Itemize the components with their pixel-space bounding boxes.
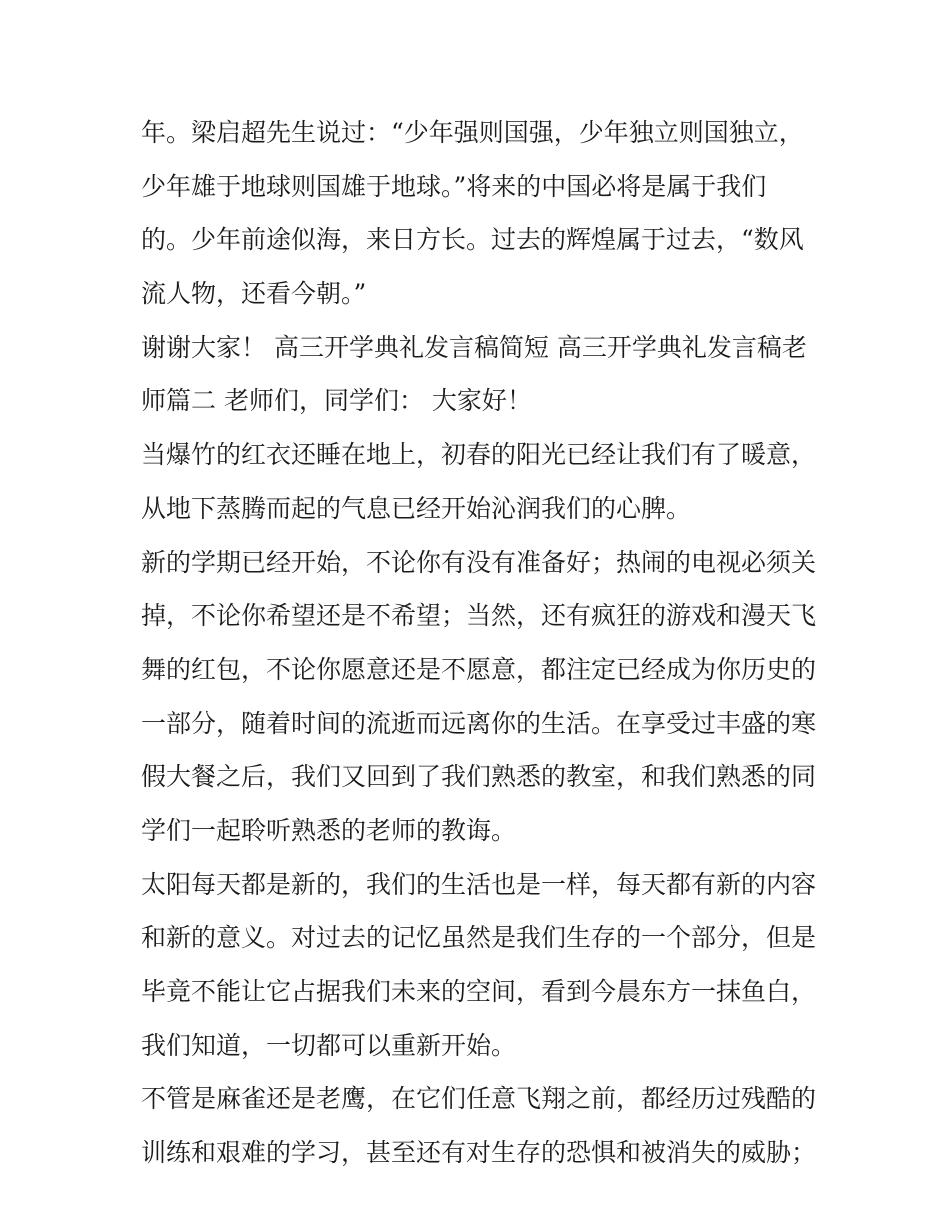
text-line-3: 的。少年前途似海，来日方长。过去的辉煌属于过去，“数风 xyxy=(141,225,804,255)
text-line-11: 舞的红包，不论你愿意还是不愿意，都注定已经成为你历史的 xyxy=(141,654,817,684)
text-line-7: 当爆竹的红衣还睡在地上，初春的阳光已经让我们有了暖意， xyxy=(141,440,817,470)
text-line-9: 新的学期已经开始，不论你有没有准备好；热闹的电视必须关 xyxy=(141,547,817,577)
text-line-6: 师篇二 老师们，同学们： 大家好！ xyxy=(141,386,532,416)
document-text xyxy=(141,106,821,1180)
text-line-14: 学们一起聆听熟悉的老师的教诲。 xyxy=(141,815,517,845)
text-line-2: 少年雄于地球则国雄于地球。”将来的中国必将是属于我们 xyxy=(141,171,767,201)
text-line-5: 谢谢大家！ 高三开学典礼发言稿简短 高三开学典礼发言稿老 xyxy=(141,332,807,362)
text-line-8: 从地下蒸腾而起的气息已经开始沁润我们的心脾。 xyxy=(141,493,692,523)
text-line-13: 假大餐之后，我们又回到了我们熟悉的教室，和我们熟悉的同 xyxy=(141,762,817,792)
text-line-16: 和新的意义。对过去的记忆虽然是我们生存的一个部分，但是 xyxy=(141,923,817,953)
text-line-10: 掉，不论你希望还是不希望；当然，还有疯狂的游戏和漫天飞 xyxy=(141,601,817,631)
text-line-12: 一部分，随着时间的流逝而远离你的生活。在享受过丰盛的寒 xyxy=(141,708,817,738)
text-line-15: 太阳每天都是新的，我们的生活也是一样，每天都有新的内容 xyxy=(141,869,817,899)
text-line-20: 训练和艰难的学习，甚至还有对生存的恐惧和被消失的威胁； xyxy=(141,1138,817,1168)
text-line-1: 年。梁启超先生说过：“少年强则国强，少年独立则国独立， xyxy=(141,118,804,147)
text-line-19: 不管是麻雀还是老鹰，在它们任意飞翔之前，都经历过残酷的 xyxy=(141,1084,817,1114)
text-line-18: 我们知道，一切都可以重新开始。 xyxy=(141,1030,517,1060)
text-line-4: 流人物，还看今朝。” xyxy=(141,279,367,309)
text-line-17: 毕竟不能让它占据我们未来的空间，看到今晨东方一抹鱼白， xyxy=(141,977,817,1006)
